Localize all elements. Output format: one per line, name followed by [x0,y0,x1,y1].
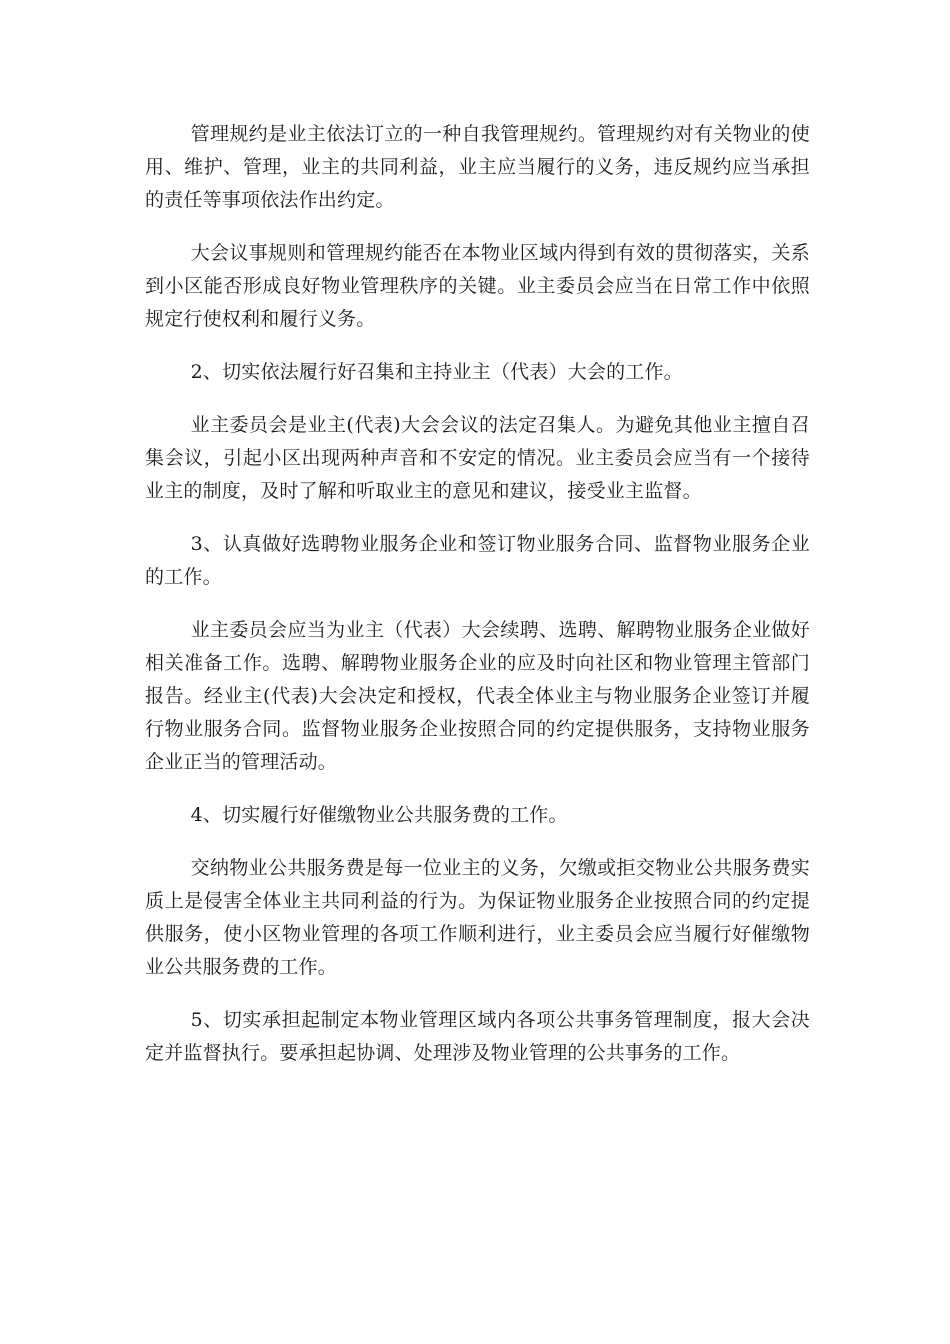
heading-item-3: 3、认真做好选聘物业服务企业和签订物业服务合同、监督物业服务企业的工作。 [145,533,810,588]
paragraph-service-fees: 交纳物业公共服务费是每一位业主的义务，欠缴或拒交物业公共服务费实质上是侵害全体业主共同利益的行为。为保证物业服务企业按照合同的约定提供服务，使小区物业管理的各项工作顺利进行，业主委员会应当履行好催缴物业公共服务费的工作。 [145,857,810,978]
paragraph-service-selection: 业主委员会应当为业主（代表）大会续聘、选聘、解聘物业服务企业做好相关准备工作。选聘、解聘物业服务企业的应及时向社区和物业管理主管部门报告。经业主(代表)大会决定和授权，代表全体业主与物业服务企业签订并履行物业服务合同。监督物业服务企业按照合同的约定提供服务，支持物业服务企业正当的管理活动。 [145,619,810,773]
paragraph-convener: 业主委员会是业主(代表)大会会议的法定召集人。为避免其他业主擅自召集会议，引起小区出现两种声音和不安定的情况。业主委员会应当有一个接待业主的制度，及时了解和听取业主的意见和建议，接受业主监督。 [145,414,810,502]
document-body [145,118,810,1090]
paragraph-meeting-rules: 大会议事规则和管理规约能否在本物业区域内得到有效的贯彻落实，关系到小区能否形成良好物业管理秩序的关键。业主委员会应当在日常工作中依照规定行使权利和履行义务。 [145,242,810,330]
paragraph-management-rules: 管理规约是业主依法订立的一种自我管理规约。管理规约对有关物业的使用、维护、管理，业主的共同利益，业主应当履行的义务，违反规约应当承担的责任等事项依法作出约定。 [145,123,810,211]
heading-item-2: 2、切实依法履行好召集和主持业主（代表）大会的工作。 [190,361,683,383]
heading-item-5: 5、切实承担起制定本物业管理区域内各项公共事务管理制度，报大会决定并监督执行。要承担起协调、处理涉及物业管理的公共事务的工作。 [145,1009,810,1064]
heading-item-4: 4、切实履行好催缴物业公共服务费的工作。 [190,804,568,826]
